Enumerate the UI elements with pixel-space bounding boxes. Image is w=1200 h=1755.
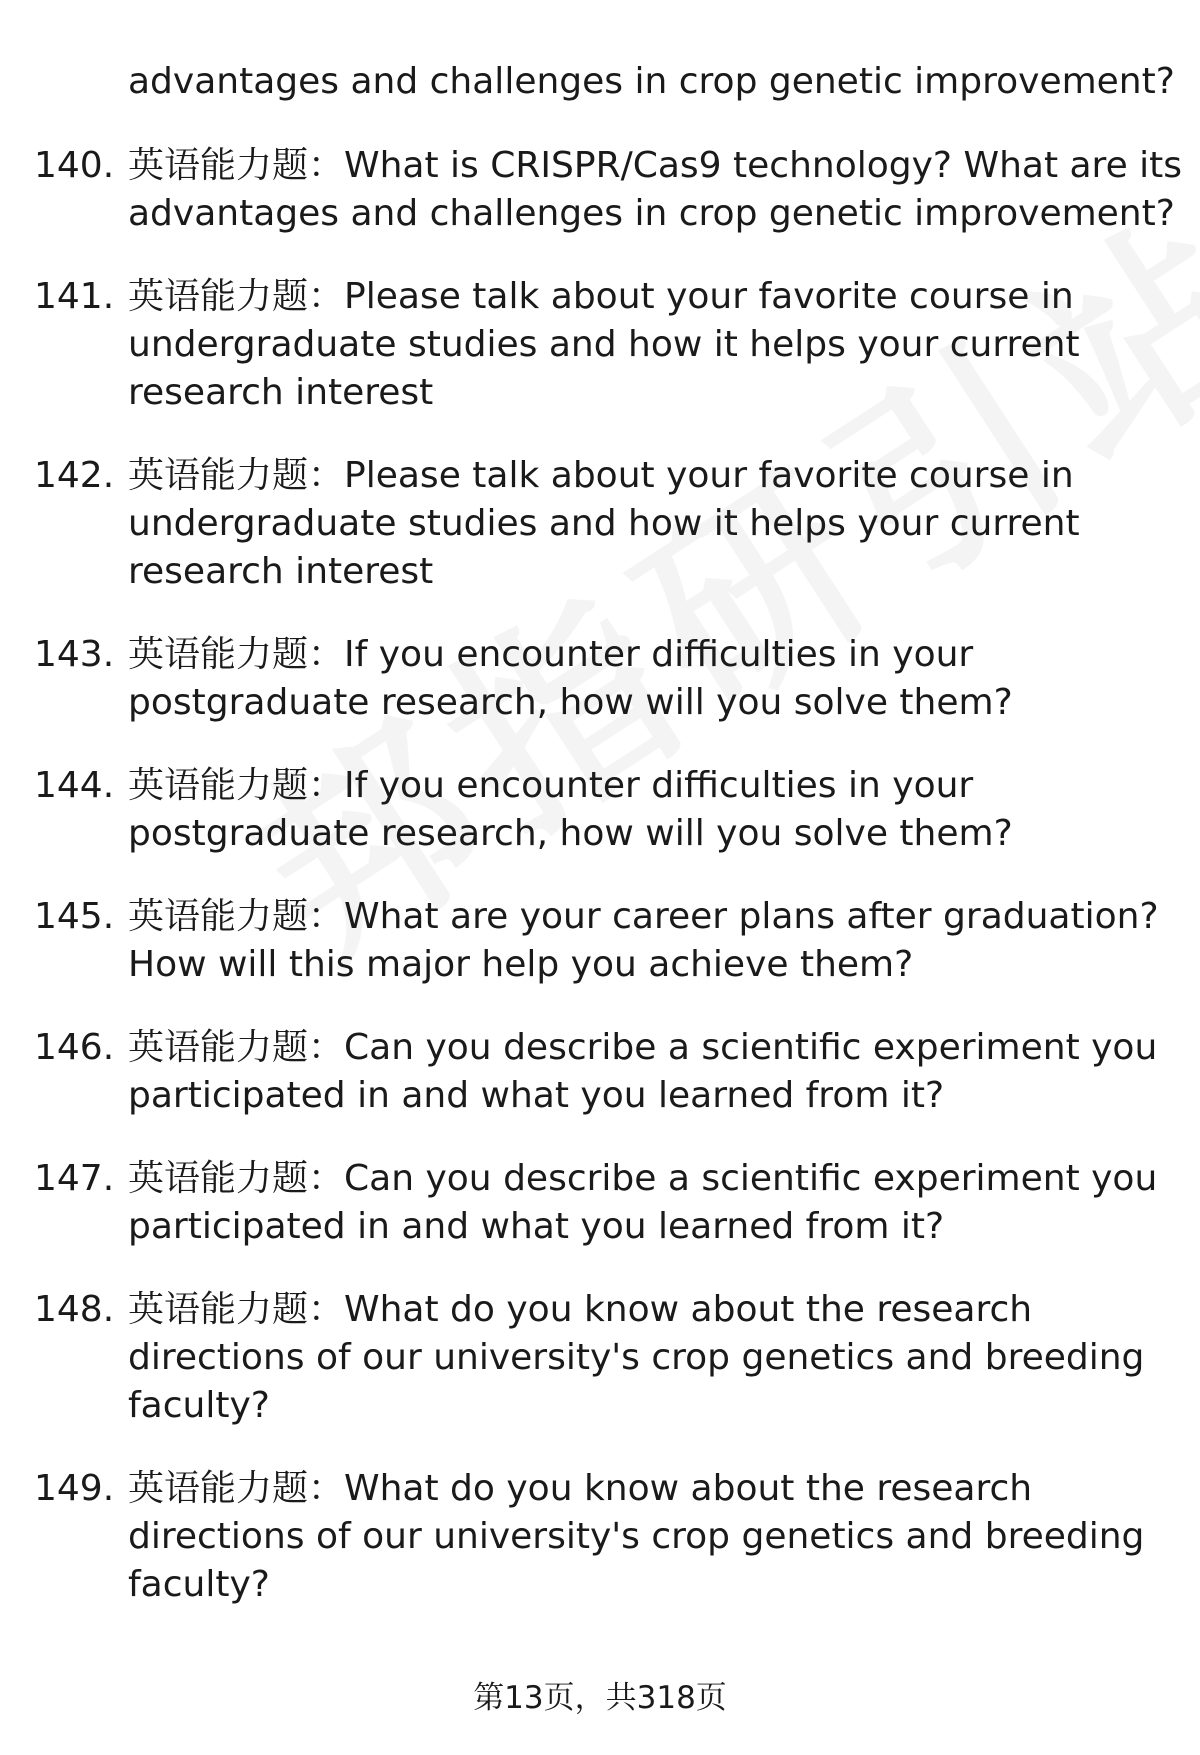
question-item (0, 631, 1200, 727)
question-line (128, 452, 1148, 500)
question-number: 146. (34, 1027, 115, 1068)
question-prefix: 英语能力题： (128, 1468, 345, 1509)
question-text (128, 142, 1183, 238)
question-line-text: directions of our university's crop genetics and breeding (128, 1516, 1145, 1557)
question-number: 141. (34, 276, 115, 317)
question-line-text: faculty? (128, 1385, 270, 1426)
question-line-text: undergraduate studies and how it helps your current (128, 503, 1080, 544)
question-line (128, 810, 1148, 858)
question-item (0, 273, 1200, 417)
question-line (128, 369, 1148, 417)
question-prefix: 英语能力题： (128, 634, 345, 675)
question-line (128, 679, 1148, 727)
question-line-text: What do you know about the research (344, 1289, 1033, 1330)
question-line-text: research interest (128, 372, 434, 413)
question-line (128, 500, 1148, 548)
question-number: 143. (34, 634, 115, 675)
question-line-text: research interest (128, 551, 434, 592)
question-line (128, 762, 1148, 810)
question-prefix: 英语能力题： (128, 1158, 345, 1199)
question-line-text: Please talk about your favorite course in (344, 276, 1074, 317)
question-line-text: Can you describe a scientific experiment you (344, 1027, 1158, 1068)
question-text (128, 452, 1148, 596)
question-number: 148. (34, 1289, 115, 1330)
question-line (128, 1382, 1148, 1430)
question-line-text: Can you describe a scientific experiment you (344, 1158, 1158, 1199)
question-line (128, 1072, 1148, 1120)
question-line (128, 941, 1148, 989)
question-line-text: What do you know about the research (344, 1468, 1033, 1509)
question-item (0, 1286, 1200, 1430)
question-line (128, 1024, 1158, 1072)
question-line (128, 1513, 1148, 1561)
question-line (128, 1465, 1148, 1513)
question-text (128, 1155, 1158, 1251)
question-line (128, 190, 1175, 238)
question-line-text: faculty? (128, 1564, 270, 1605)
question-item (0, 142, 1200, 238)
question-list (0, 142, 1200, 1644)
question-line (128, 893, 1159, 941)
question-prefix: 英语能力题： (128, 145, 345, 186)
question-text (128, 1286, 1148, 1430)
question-line-text: directions of our university's crop genetics and breeding (128, 1337, 1145, 1378)
question-line (128, 321, 1148, 369)
question-prefix: 英语能力题： (128, 765, 345, 806)
question-item (0, 1155, 1200, 1251)
question-line (128, 1203, 1148, 1251)
question-prefix: 英语能力题： (128, 1289, 345, 1330)
question-line-text: What is CRISPR/Cas9 technology? What are its (344, 145, 1183, 186)
question-line-text: If you encounter difficulties in your (344, 765, 974, 806)
question-line-text: If you encounter difficulties in your (344, 634, 974, 675)
question-text (128, 273, 1148, 417)
question-text (128, 762, 1148, 858)
question-line-text: advantages and challenges in crop genetic improvement? (128, 193, 1175, 234)
question-item (0, 1465, 1200, 1609)
question-line (128, 273, 1148, 321)
question-line-text: participated in and what you learned from it? (128, 1075, 945, 1116)
question-number: 140. (34, 145, 115, 186)
question-item (0, 893, 1200, 989)
question-item (0, 762, 1200, 858)
question-line (128, 631, 1148, 679)
question-line (128, 142, 1183, 190)
question-line-text: undergraduate studies and how it helps your current (128, 324, 1080, 365)
question-line (128, 1561, 1148, 1609)
question-number: 147. (34, 1158, 115, 1199)
page-footer: 第13页，共318页 (473, 1680, 727, 1716)
question-item (0, 452, 1200, 596)
question-text (128, 1024, 1158, 1120)
question-prefix: 英语能力题： (128, 455, 345, 496)
question-line (128, 1334, 1148, 1382)
question-item (0, 1024, 1200, 1120)
question-number: 145. (34, 896, 115, 937)
question-line (128, 1155, 1158, 1203)
question-line-text: postgraduate research, how will you solve them? (128, 813, 1013, 854)
question-text (128, 631, 1148, 727)
question-line-text: participated in and what you learned from it? (128, 1206, 945, 1247)
question-line-text: How will this major help you achieve them? (128, 944, 914, 985)
question-line (128, 548, 1148, 596)
question-number: 144. (34, 765, 115, 806)
question-number: 142. (34, 455, 115, 496)
continued-question-text: advantages and challenges in crop genetic improvement? (128, 61, 1175, 102)
question-line-text: What are your career plans after graduation? (344, 896, 1159, 937)
question-number: 149. (34, 1468, 115, 1509)
question-text (128, 893, 1159, 989)
question-text (128, 1465, 1148, 1609)
question-prefix: 英语能力题： (128, 1027, 345, 1068)
question-line (128, 1286, 1148, 1334)
question-line-text: Please talk about your favorite course in (344, 455, 1074, 496)
question-prefix: 英语能力题： (128, 276, 345, 317)
question-line-text: postgraduate research, how will you solve them? (128, 682, 1013, 723)
question-prefix: 英语能力题： (128, 896, 345, 937)
